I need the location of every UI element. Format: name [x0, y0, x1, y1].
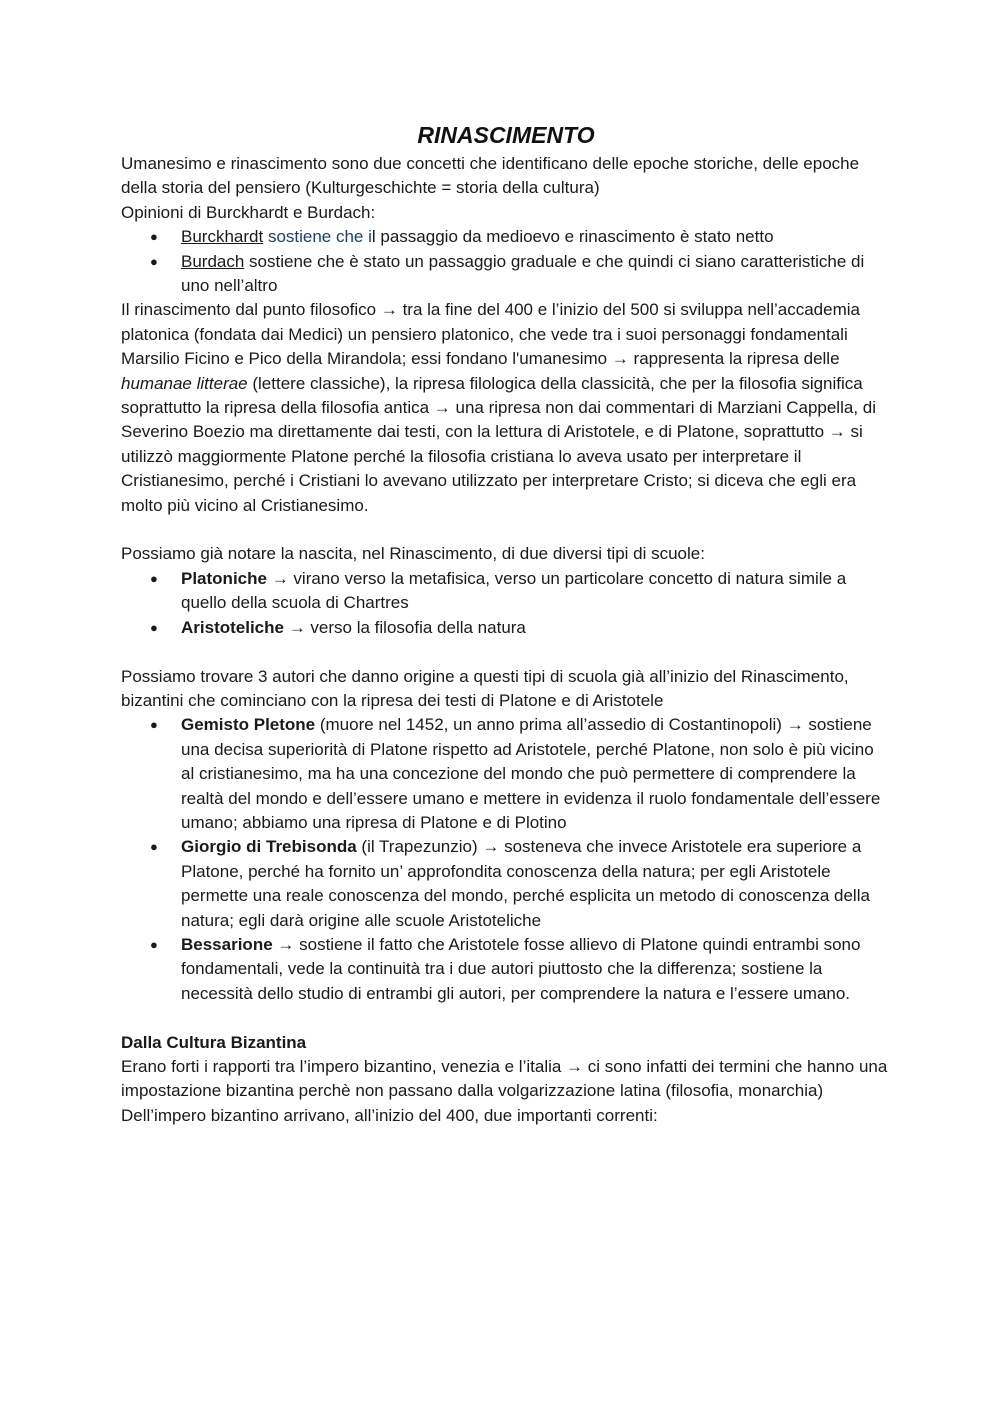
burckhardt-link[interactable]: Burckhardt	[181, 227, 264, 247]
document-page	[121, 118, 891, 1128]
list-item: ● Gemisto Pletone (muore nel 1452, un anno prima all’assedio di Costantinopoli) → sostiene una decisa superiorità di Platone rispetto ad Aristotele, perché Platone, non solo è più vicino al cristianesimo, ma ha una concezione del mondo che può permettere di comprendere la realtà del mondo e dell’essere umano e mettere in evidenza il ruolo fondamentale dell’essere umano; abbiamo una ripresa di Platone e di Plotino	[121, 713, 891, 835]
list-item: ● Bessarione → sostiene il fatto che Aristotele fosse allievo di Platone quindi entrambi sono fondamentali, vede la continuità tra i due autori piuttosto che la differenza; sostiene la necessità dello studio di entrambi gli autori, per comprendere la natura e l’essere umano.	[121, 933, 891, 1006]
schools-intro: Possiamo già notare la nascita, nel Rinascimento, di due diversi tipi di scuole:	[121, 544, 705, 564]
list-item: ● Platoniche → virano verso la metafisica, verso un particolare concetto di natura simile a quello della scuola di Chartres	[121, 567, 891, 616]
intro-paragraph: Umanesimo e rinascimento sono due concetti che identificano delle epoche storiche, delle epoche della storia del pensiero (Kulturgeschichte = storia della cultura)	[121, 154, 860, 198]
burdach-link[interactable]: Burdach	[181, 251, 245, 271]
list-item: ● Giorgio di Trebisonda (il Trapezunzio) → sosteneva che invece Aristotele era superiore a Platone, perché ha fornito un’ approfondita conoscenza della natura; per egli Aristotele permette una reale conoscenza del mondo, perché esplicita un metodo di conoscenza della natura; egli darà origine alle scuole Aristoteliche	[121, 835, 891, 933]
schools-list	[121, 567, 891, 640]
list-item: ● Aristoteliche → verso la filosofia della natura	[121, 616, 891, 640]
philosophy-paragraph: Il rinascimento dal punto filosofico → tra la fine del 400 e l’inizio del 500 si sviluppa nell’accademia platonica (fondata dai Medici) un pensiero platonico, che vede tra i suoi personaggi fondamentali Marsilio Ficino e Pico della Mirandola; essi fondano l'umanesimo → rappresenta la ripresa delle humanae litterae (lettere classiche), la ripresa filologica della classicità, che per la filosofia significa soprattutto la ripresa della filosofia antica → una ripresa non dai commentari di Marziani Cappella, di Severino Boezio ma direttamente dai testi, con la lettura di Aristotele, e di Platone, soprattutto → si utilizzò maggiormente Platone perché la filosofia cristiana lo aveva usato per interpretare il Cristianesimo, perché i Cristiani lo avevano utilizzato per interpretare Cristo; si diceva che egli era molto più vicino al Cristianesimo.	[121, 300, 876, 515]
list-item: ● Burdach sostiene che è stato un passaggio graduale e che quindi ci siano caratteristiche di uno nell’altro	[121, 250, 891, 299]
authors-list	[121, 713, 891, 1006]
section-heading: Dalla Cultura Bizantina	[121, 1032, 307, 1052]
byzantine-paragraph: Erano forti i rapporti tra l’impero bizantino, venezia e l’italia → ci sono infatti dei termini che hanno una impostazione bizantina perchè non passano dalla volgarizzazione latina (filosofia, monarchia)	[121, 1056, 888, 1101]
comment-highlight: sostiene che i	[267, 227, 372, 247]
opinions-list	[121, 225, 891, 298]
opinions-intro: Opinioni di Burckhardt e Burdach:	[121, 202, 376, 222]
byzantine-currents: Dell’impero bizantino arrivano, all’inizio del 400, due importanti correnti:	[121, 1105, 658, 1125]
page-title: RINASCIMENTO	[417, 122, 595, 148]
list-item: ● Burckhardt sostiene che il passaggio da medioevo e rinascimento è stato netto	[121, 225, 891, 249]
authors-intro: Possiamo trovare 3 autori che danno origine a questi tipi di scuola già all’inizio del Rinascimento, bizantini che cominciano con la ripresa dei testi di Platone e di Aristotele	[121, 666, 849, 710]
